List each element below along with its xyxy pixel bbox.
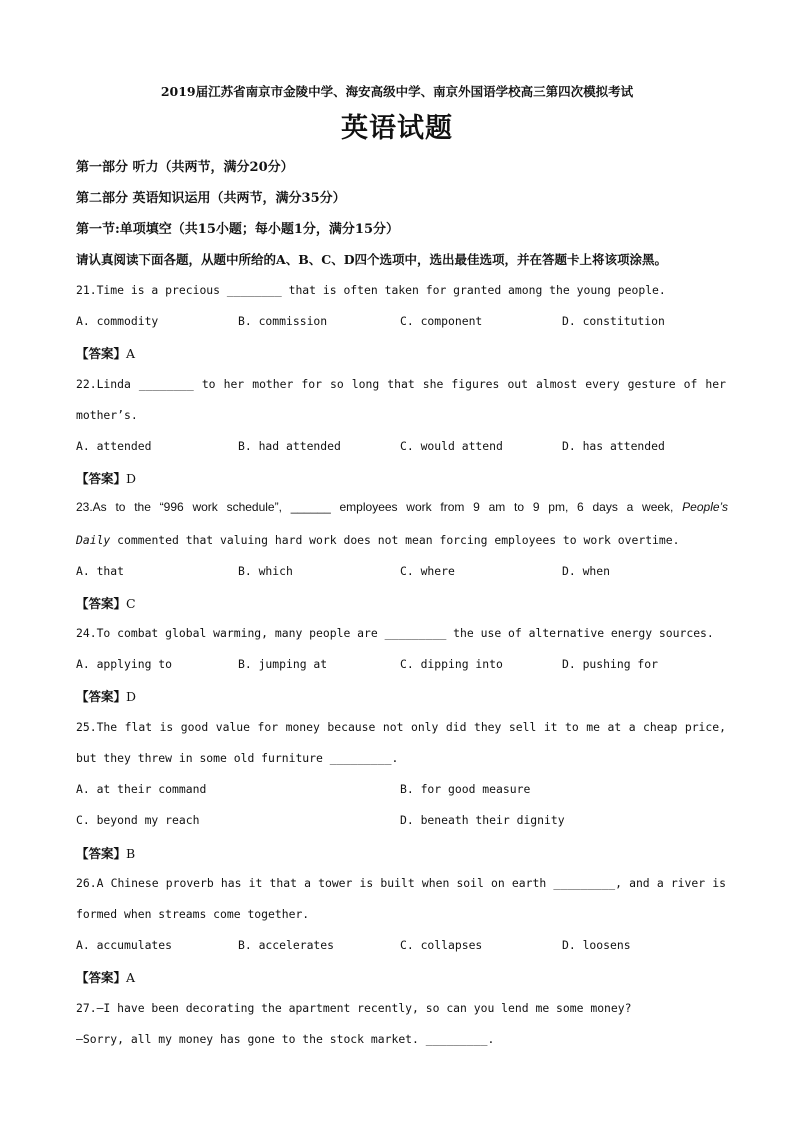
question-25-option-b: B. for good measure (400, 782, 531, 796)
section-1-heading: 第一节:单项填空（共15小题；每小题1分，满分15分） (76, 222, 400, 237)
question-23-option-b: B. which (238, 564, 293, 578)
question-24-text: 24.To combat global warming, many people are _________ the use of alternative energy sources. (76, 626, 714, 640)
question-22-option-a: A. attended (76, 439, 152, 453)
question-21-answer: 【答案】A (76, 346, 136, 361)
question-25-option-a: A. at their command (76, 782, 207, 796)
question-23-option-d: D. when (562, 564, 611, 578)
question-21-option-c: C. component (400, 314, 483, 328)
question-27-text-cont: —Sorry, all my money has gone to the stock market. _________. (76, 1032, 495, 1046)
question-24-option-b: B. jumping at (238, 657, 328, 671)
question-22-option-c: C. would attend (400, 439, 503, 453)
question-27-text: 27.—I have been decorating the apartment recently, so can you lend me some money? (76, 1001, 632, 1015)
question-22-text: 22.Linda ________ to her mother for so long that she figures out almost every gesture of her (76, 377, 726, 391)
question-26-option-d: D. loosens (562, 938, 631, 952)
exam-subtitle: 2019届江苏省南京市金陵中学、海安高级中学、南京外国语学校高三第四次模拟考试 (160, 84, 634, 99)
question-24-option-d: D. pushing for (562, 657, 659, 671)
question-21-text: 21.Time is a precious ________ that is often taken for granted among the young people. (76, 283, 666, 297)
question-25-text-cont: but they threw in some old furniture _________. (76, 751, 399, 765)
question-26-option-a: A. accumulates (76, 938, 173, 952)
question-23-text: 23.As to the “996 work schedule”, ______ employees work from 9 am to 9 pm, 6 days a week, People’s (76, 500, 728, 514)
question-24-option-a: A. applying to (76, 657, 173, 671)
question-22-answer: 【答案】D (76, 471, 137, 486)
question-21-option-b: B. commission (238, 314, 328, 328)
question-23-answer: 【答案】C (76, 596, 136, 611)
question-24-answer: 【答案】D (76, 689, 137, 704)
question-26-option-c: C. collapses (400, 938, 483, 952)
question-21-option-a: A. commodity (76, 314, 159, 328)
question-21-option-d: D. constitution (562, 314, 665, 328)
question-22-option-d: D. has attended (562, 439, 665, 453)
question-26-answer: 【答案】A (76, 970, 136, 985)
question-26-text: 26.A Chinese proverb has it that a tower is built when soil on earth _________, and a river is (76, 876, 726, 890)
question-22-text-cont: mother’s. (76, 408, 138, 422)
question-25-text: 25.The flat is good value for money because not only did they sell it to me at a cheap price, (76, 720, 726, 734)
question-25-option-d: D. beneath their dignity (400, 813, 565, 827)
question-23-option-a: A. that (76, 564, 125, 578)
question-25-answer: 【答案】B (76, 846, 136, 861)
instructions: 请认真阅读下面各题，从题中所给的A、B、C、D四个选项中，选出最佳选项，并在答题卡上将该项涂黑。 (76, 252, 668, 267)
question-23-option-c: C. where (400, 564, 455, 578)
question-26-text-cont: formed when streams come together. (76, 907, 310, 921)
section-part1: 第一部分 听力（共两节，满分20分） (76, 160, 294, 175)
question-22-option-b: B. had attended (238, 439, 341, 453)
exam-title: 英语试题 (341, 113, 453, 144)
question-24-option-c: C. dipping into (400, 657, 503, 671)
question-26-option-b: B. accelerates (238, 938, 335, 952)
question-23-text-cont: Daily commented that valuing hard work does not mean forcing employees to work overtime. (76, 533, 680, 547)
section-part2: 第二部分 英语知识运用（共两节，满分35分） (76, 191, 346, 206)
question-25-option-c: C. beyond my reach (76, 813, 200, 827)
